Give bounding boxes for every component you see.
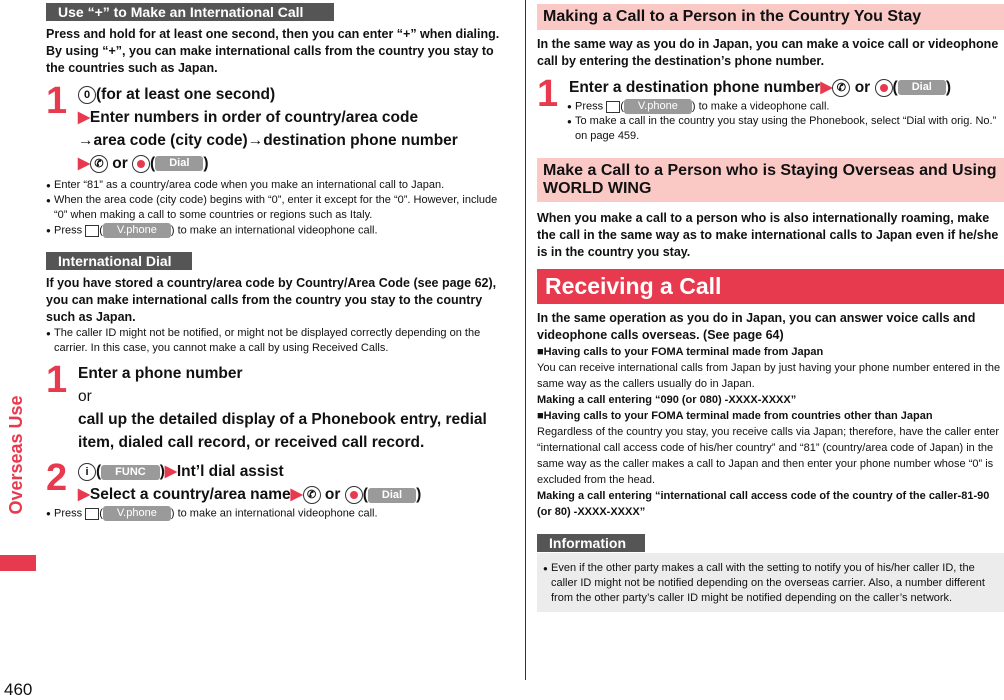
intl-dial-tag: International Dial xyxy=(46,252,192,270)
sec2-intro: When you make a call to a person who is also internationally roaming, make the call in the same way as to make international calls to Japan even if he/she is in the country you stay. xyxy=(537,211,999,260)
recv-example-1: Making a call entering “090 (or 080) -XXXX-XXXX” xyxy=(537,394,797,407)
intl-step2-bullet: ● Press ( V.phone ) to make an international videophone call. xyxy=(46,506,512,521)
column-divider xyxy=(525,0,526,680)
left-column xyxy=(46,0,512,522)
page-number: 460 xyxy=(4,680,33,699)
information-box xyxy=(537,553,1004,612)
section-world-wing: Make a Call to a Person who is Staying Overseas and Using WORLD WING xyxy=(537,158,1004,202)
plus-intro: Press and hold for at least one second, then you can enter “+” when dialing. By using “+”, you can make international calls from the country you stay to the countries such as Japan. xyxy=(46,27,500,75)
intl-step1-a: Enter a phone number xyxy=(78,365,243,383)
mail-key-icon xyxy=(606,101,620,113)
information-text: ● Even if the other party makes a call with the setting to notify you of his/her caller ID, the caller ID might not be notified depending on the overseas carrier. Also, a number different from the other party’s caller ID might be notified depending on the caller’s network. xyxy=(543,561,998,606)
recv-example-2: Making a call entering “international call access code of the country of the caller-81-90 (or 80) -XXXX-XXXX” xyxy=(537,490,990,519)
receiving-call-title: Receiving a Call xyxy=(537,269,1004,304)
arrow-icon: ▶ xyxy=(78,486,90,504)
arrow-icon: ▶ xyxy=(820,79,833,96)
intl-intro: If you have stored a country/area code by Country/Area Code (see page 62), you can make international calls from the country you stay to the country such as Japan. xyxy=(46,276,497,325)
step1-line1: (for at least one second) xyxy=(96,86,276,103)
call-key-icon: ✆ xyxy=(90,155,108,173)
side-tab-label: Overseas Use xyxy=(6,395,26,515)
dial-softkey: Dial xyxy=(155,156,203,171)
sec1-step-text: Enter a destination phone number xyxy=(569,79,821,96)
step1-line3: →area code (city code)→destination phone number xyxy=(78,132,458,149)
dial-softkey: Dial xyxy=(898,80,946,95)
intl-step1-b: or xyxy=(78,388,92,406)
call-key-icon: ✆ xyxy=(303,486,321,504)
arrow-icon: ▶ xyxy=(78,155,90,172)
call-key-icon: ✆ xyxy=(832,79,850,97)
intl-step1-c: call up the detailed display of a Phonebook entry, redial item, dialed call record, or received call record. xyxy=(78,411,487,452)
step1-bullet-1: ● Enter “81” as a country/area code when you make an international call to Japan. xyxy=(46,178,512,193)
intl-step2-a: Int’l dial assist xyxy=(176,463,284,481)
func-softkey: FUNC xyxy=(101,465,160,480)
sec1-bullet-2: ● To make a call in the country you stay using the Phonebook, select “Dial with orig. No.” on page 459. xyxy=(567,114,1004,144)
sec1-intro: In the same way as you do in Japan, you can make a voice call or videophone call by entering the destination’s phone number. xyxy=(537,37,999,68)
center-key-icon xyxy=(345,486,363,504)
recv-heading-2: ■Having calls to your FOMA terminal made from countries other than Japan xyxy=(537,410,933,423)
or-text: or xyxy=(112,155,128,172)
mail-key-icon xyxy=(85,225,99,237)
step1-line2: Enter numbers in order of country/area code xyxy=(89,109,419,126)
intl-step2-b: Select a country/area name xyxy=(89,486,291,504)
plus-step-1: 1 0 (for at least one second) ▶Enter numbers in order of country/area code →area code (city code)→destination phone number ▶ ✆ or ( Dial ) xyxy=(46,83,512,175)
center-key-icon xyxy=(132,155,150,173)
arrow-icon: ▶ xyxy=(164,463,177,481)
intl-step-1 xyxy=(46,359,512,454)
plus-tag: Use “+” to Make an International Call xyxy=(46,3,334,21)
step1-bullet-3: ● Press ( V.phone ) to make an international videophone call. xyxy=(46,223,512,238)
sec1-step-1: 1 Enter a destination phone number▶ ✆ or ( Dial ) xyxy=(537,73,952,115)
dial-softkey: Dial xyxy=(368,488,416,503)
arrow-icon: ▶ xyxy=(290,486,303,504)
step-number-1: 1 xyxy=(46,359,68,402)
mail-key-icon xyxy=(85,508,99,520)
step-number-2: 2 xyxy=(46,457,68,500)
i-key-icon: i xyxy=(78,463,96,481)
sec1-bullet-1: ● Press ( V.phone ) to make a videophone call. xyxy=(567,99,1004,114)
recv-heading-1: ■Having calls to your FOMA terminal made from Japan xyxy=(537,346,824,359)
intl-step-2: 2 i ( FUNC )▶Int’l dial assist ▶Select a country/area name▶ ✆ or ( Dial ) xyxy=(46,457,422,504)
vphone-softkey: V.phone xyxy=(103,223,171,238)
side-tab-marker xyxy=(0,555,36,571)
side-tab xyxy=(0,0,36,697)
step1-bullet-2: ● When the area code (city code) begins with “0”, enter it except for the “0”. However, include “0” when making a call to some countries or regions such as Italy. xyxy=(46,193,512,223)
recv-para-2: Regardless of the country you stay, you receive calls via Japan; therefore, have the caller enter “international call access code of his/her country” and “81” (country/area code of Japan) in the same way as the caller makes a call to Japan and then enter your phone number whose “0” is excluded from the head. xyxy=(537,426,1000,487)
center-key-icon xyxy=(875,79,893,97)
vphone-softkey: V.phone xyxy=(624,99,692,114)
vphone-softkey: V.phone xyxy=(103,506,171,521)
arrow-icon: ▶ xyxy=(78,109,90,126)
recv-para-1: You can receive international calls from Japan by just having your phone number entered in the same way as the callers usually do in Japan. xyxy=(537,362,1001,391)
zero-key-icon: 0 xyxy=(78,86,96,104)
information-tag: Information xyxy=(537,534,645,552)
step-number-1: 1 xyxy=(46,80,68,122)
step-number-1: 1 xyxy=(537,73,559,115)
right-column xyxy=(537,0,1004,612)
intl-bullet: ● The caller ID might not be notified, or might not be displayed correctly depending on the carrier. In this case, you cannot make a call by using Received Calls. xyxy=(46,326,512,356)
recv-intro: In the same operation as you do in Japan, you can answer voice calls and videophone calls overseas. (See page 64) xyxy=(537,311,976,343)
section-country-stay: Making a Call to a Person in the Country You Stay xyxy=(537,4,1004,30)
